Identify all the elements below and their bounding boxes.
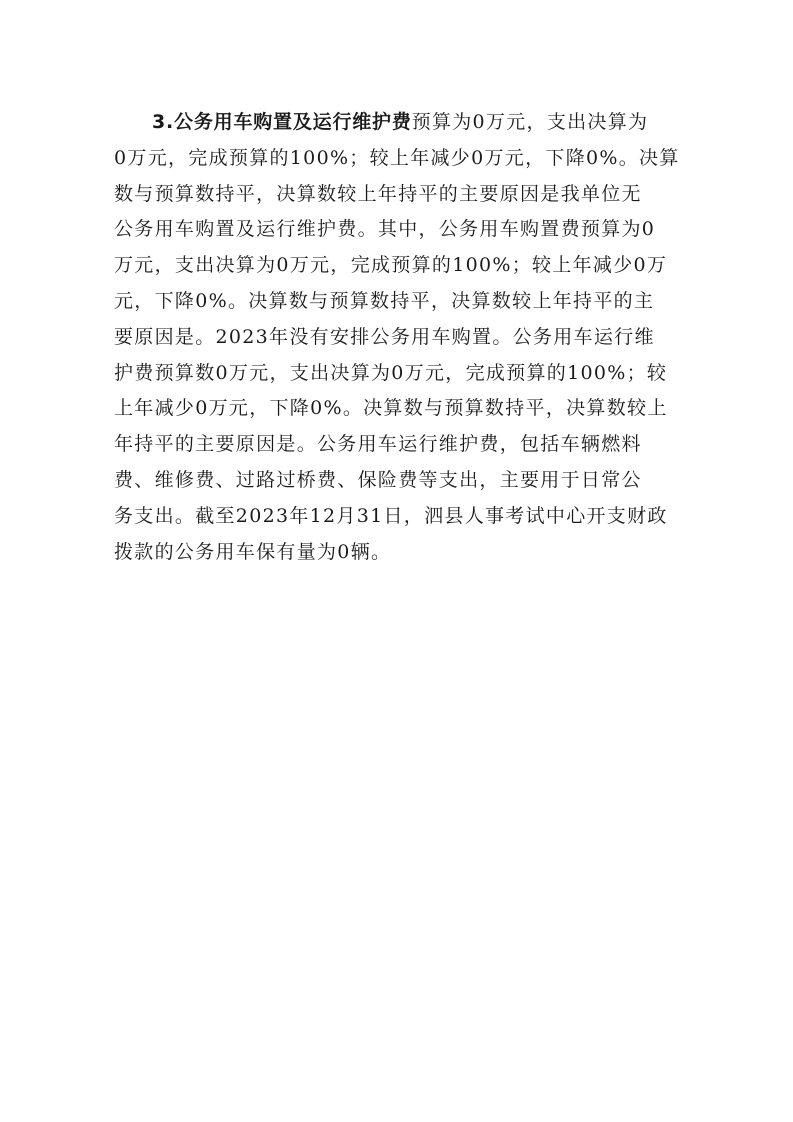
paragraph-line-3: 数与预算数持平，决算数较上年持平的主要原因是我单位无 <box>114 182 642 205</box>
body-paragraph <box>114 105 684 570</box>
paragraph-line-12: 务支出。截至2023年12月31日，泗县人事考试中心开支财政 <box>114 504 668 527</box>
paragraph-line-6: 元，下降0%。决算数与预算数持平，决算数较上年持平的主 <box>114 289 655 312</box>
paragraph-line-7: 要原因是。2023年没有安排公务用车购置。公务用车运行维 <box>114 325 655 348</box>
paragraph-line-13: 拨款的公务用车保有量为0辆。 <box>114 540 392 563</box>
paragraph-line-8: 护费预算数0万元，支出决算为0万元，完成预算的100%；较 <box>114 361 668 384</box>
paragraph-line-10: 年持平的主要原因是。公务用车运行维护费，包括车辆燃料 <box>114 433 642 456</box>
paragraph-line-2: 0万元，完成预算的100%；较上年减少0万元，下降0%。决算 <box>114 146 680 169</box>
paragraph-line-1 <box>114 105 684 141</box>
paragraph-line-9: 上年减少0万元，下降0%。决算数与预算数持平，决算数较上 <box>114 397 668 420</box>
paragraph-line-1-text: 预算为0万元，支出决算为 <box>411 111 649 133</box>
paragraph-line-4: 公务用车购置及运行维护费。其中，公务用车购置费预算为0 <box>114 218 656 241</box>
paragraph-line-5: 万元，支出决算为0万元，完成预算的100%；较上年减少0万 <box>114 254 668 277</box>
section-heading: 3.公务用车购置及运行维护费 <box>152 111 412 133</box>
paragraph-line-11: 费、维修费、过路过桥费、保险费等支出，主要用于日常公 <box>114 468 642 491</box>
